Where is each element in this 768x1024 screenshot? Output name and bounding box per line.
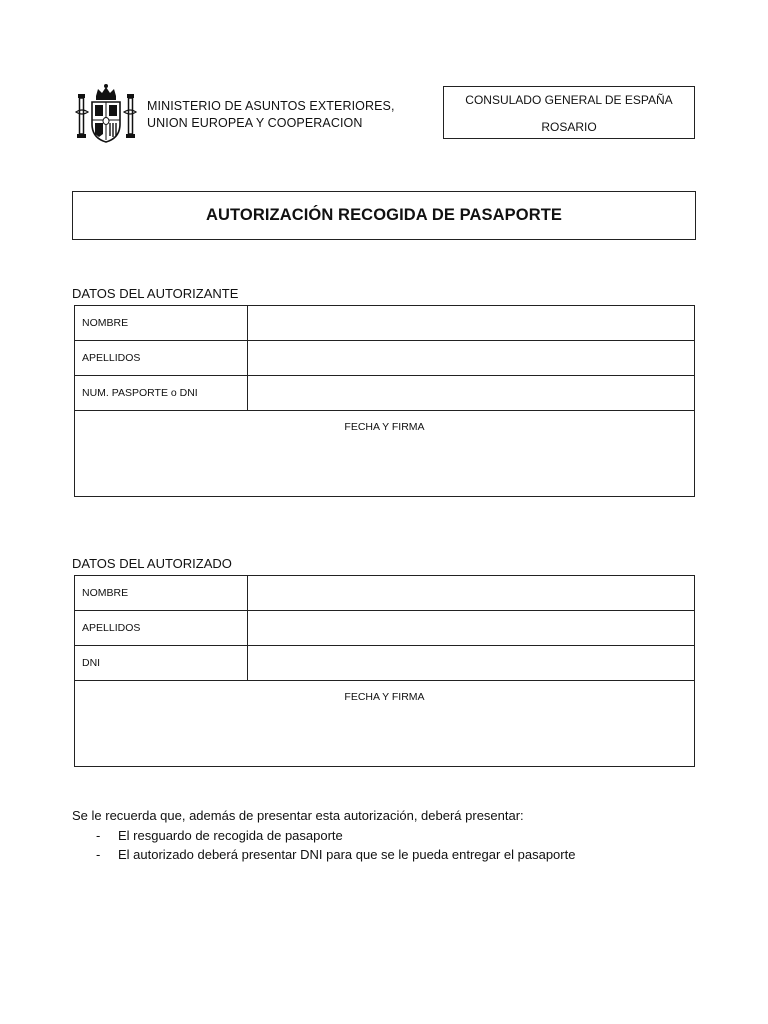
document-title-box xyxy=(72,191,696,240)
section-heading-autorizante: DATOS DEL AUTORIZANTE xyxy=(72,286,239,301)
document-title: AUTORIZACIÓN RECOGIDA DE PASAPORTE xyxy=(205,206,563,224)
table-row xyxy=(75,306,695,341)
table-row xyxy=(75,646,695,681)
autorizado-table xyxy=(74,575,695,767)
autorizante-apellidos-field[interactable] xyxy=(248,341,695,376)
table-row xyxy=(75,411,695,497)
ministry-line-2: UNION EUROPEA Y COOPERACION xyxy=(147,116,363,130)
reminder-intro: Se le recuerda que, además de presentar esta autorización, deberá presentar: xyxy=(72,808,524,823)
list-item xyxy=(72,826,575,846)
autorizado-dni-field[interactable] xyxy=(248,646,695,681)
table-row xyxy=(75,341,695,376)
reminder-list xyxy=(72,826,575,865)
table-row xyxy=(75,376,695,411)
field-label-apellidos: APELLIDOS xyxy=(75,611,248,646)
consulate-city: ROSARIO xyxy=(541,120,597,134)
autorizante-nombre-field[interactable] xyxy=(248,306,695,341)
autorizante-signature-field[interactable] xyxy=(75,411,695,497)
reminder-note xyxy=(72,806,575,865)
field-label-pasaporte: NUM. PASPORTE o DNI xyxy=(75,376,248,411)
bullet-dash: - xyxy=(96,827,101,843)
field-label-nombre: NOMBRE xyxy=(75,576,248,611)
reminder-item-text: El autorizado deberá presentar DNI para que se le pueda entregar el pasaporte xyxy=(118,847,576,862)
ministry-name xyxy=(147,98,395,132)
consulate-name: CONSULADO GENERAL DE ESPAÑA xyxy=(465,93,673,107)
reminder-item-text: El resguardo de recogida de pasaporte xyxy=(118,827,343,843)
ministry-line-1: MINISTERIO DE ASUNTOS EXTERIORES, xyxy=(147,99,395,113)
signature-label: FECHA Y FIRMA xyxy=(344,421,425,433)
autorizado-apellidos-field[interactable] xyxy=(248,611,695,646)
table-row xyxy=(75,576,695,611)
field-label-dni: DNI xyxy=(75,646,248,681)
autorizante-pasaporte-field[interactable] xyxy=(248,376,695,411)
field-label-apellidos: APELLIDOS xyxy=(75,341,248,376)
table-row xyxy=(75,611,695,646)
list-item xyxy=(72,845,575,865)
autorizante-table xyxy=(74,305,695,497)
section-heading-autorizado: DATOS DEL AUTORIZADO xyxy=(72,556,232,571)
autorizado-signature-field[interactable] xyxy=(75,681,695,767)
consulate-box xyxy=(443,86,695,139)
autorizado-nombre-field[interactable] xyxy=(248,576,695,611)
bullet-dash: - xyxy=(96,847,101,862)
field-label-nombre: NOMBRE xyxy=(75,306,248,341)
coat-of-arms-icon xyxy=(72,82,140,146)
signature-label: FECHA Y FIRMA xyxy=(344,691,425,703)
table-row xyxy=(75,681,695,767)
